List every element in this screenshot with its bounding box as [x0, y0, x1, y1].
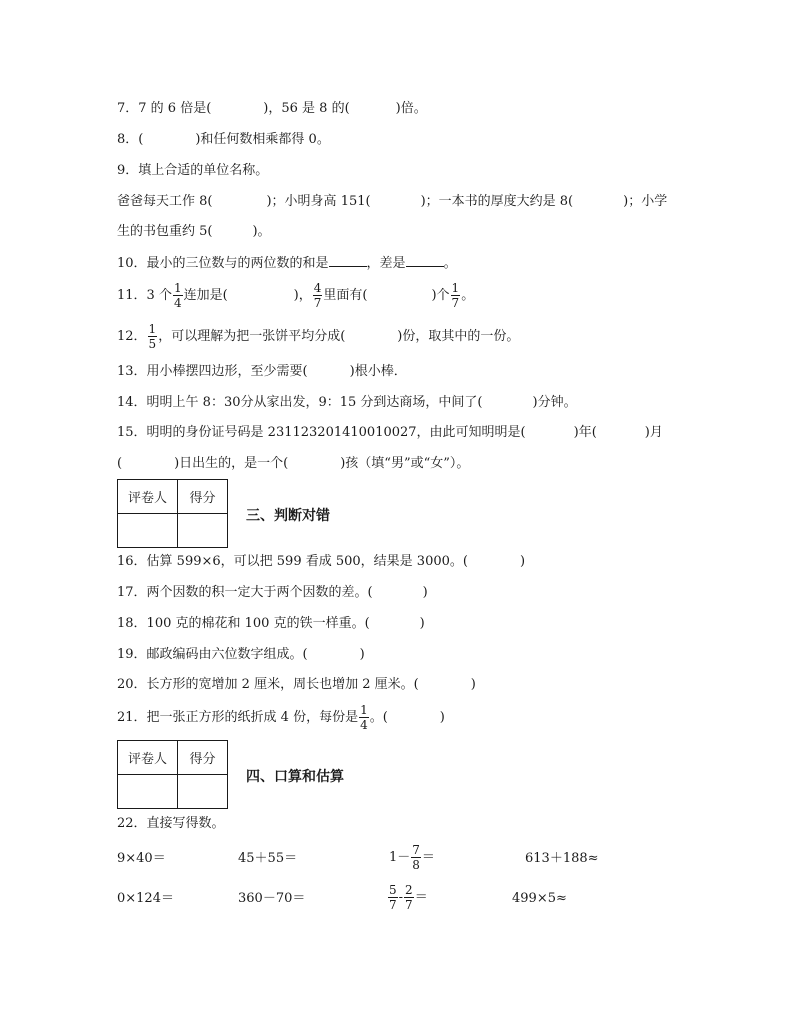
question-14: 14．明明上午 8：30分从家出发，9：15 分到达商场，中间了( )分钟。: [117, 395, 577, 410]
score-label: 得分: [178, 741, 228, 775]
question-16: 16．估算 599×6，可以把 599 看成 500，结果是 3000。( ): [117, 554, 526, 569]
fraction-two-sevenths: $\frac{2}{7}$: [405, 883, 413, 912]
score-cell: [178, 514, 228, 548]
question-13: 13．用小棒摆四边形，至少需要( )根小棒．: [117, 364, 407, 379]
question-21: 21．把一张正方形的纸折成 4 份，每份是 $\frac{1}{4}$ 。( ): [117, 703, 445, 732]
calc-item: 613＋188≈: [525, 851, 599, 866]
question-15-line-1: 15．明明的身份证号码是 231123201410010027，由此可知明明是( )年( )月: [117, 425, 663, 440]
score-box-section-4: [117, 740, 228, 809]
question-12: 12． $\frac{1}{5}$ ，可以理解为把一张饼平均分成( )份，取其中的一份。: [117, 322, 520, 351]
question-22-title: 22．直接写得数。: [117, 816, 225, 831]
calc-item: 0×124＝: [117, 891, 174, 906]
fraction-one-quarter: $\frac{1}{4}$: [360, 703, 368, 732]
calc-item: 45＋55＝: [238, 851, 298, 866]
section-4-title: 四、口算和估算: [246, 769, 344, 785]
question-9-line-2: 生的书包重约 5( )。: [117, 224, 271, 239]
grader-cell: [118, 775, 178, 809]
question-19: 19．邮政编码由六位数字组成。( ): [117, 647, 365, 662]
calc-item: $\frac{5}{7}$ - $\frac{2}{7}$ ＝: [389, 883, 428, 912]
question-20: 20．长方形的宽增加 2 厘米，周长也增加 2 厘米。( ): [117, 677, 476, 692]
question-8: 8．( )和任何数相乘都得 0。: [117, 132, 330, 147]
calc-item: 499×5≈: [512, 891, 567, 906]
question-17: 17．两个因数的积一定大于两个因数的差。( ): [117, 585, 428, 600]
calc-item: 1－ $\frac{7}{8}$ ＝: [389, 843, 435, 872]
question-9-line-1: 爸爸每天工作 8( )；小明身高 151( )；一本书的厚度大约是 8( )；小学: [117, 194, 668, 209]
fraction-five-sevenths: $\frac{5}{7}$: [389, 883, 397, 912]
fraction-one-quarter: $\frac{1}{4}$: [173, 281, 182, 310]
answer-blank: [406, 254, 444, 267]
fraction-seven-eighths: $\frac{7}{8}$: [412, 843, 420, 872]
question-10: 10．最小的三位数与的两位数的和是 ，差是 。: [117, 256, 457, 271]
question-9-title: 9．填上合适的单位名称。: [117, 163, 269, 178]
fraction-four-sevenths: $\frac{4}{7}$: [313, 281, 322, 310]
question-15-line-2: ( )日出生的，是一个( )孩（填“男”或“女”）。: [117, 456, 470, 471]
score-box-section-3: [117, 479, 228, 548]
question-11: 11．3 个 $\frac{1}{4}$ 连加是( )， $\frac{4}{7}$ 里面有( )个 $\frac{1}{7}$ 。: [117, 281, 475, 310]
fraction-one-fifth: $\frac{1}{5}$: [148, 322, 157, 351]
question-18: 18．100 克的棉花和 100 克的铁一样重。( ): [117, 616, 425, 631]
score-label: 得分: [178, 480, 228, 514]
section-3-title: 三、判断对错: [246, 508, 330, 524]
calc-item: 9×40＝: [117, 851, 166, 866]
answer-blank: [329, 254, 367, 267]
calc-item: 360－70＝: [238, 891, 306, 906]
grader-cell: [118, 514, 178, 548]
grader-label: 评卷人: [118, 741, 178, 775]
fraction-one-seventh: $\frac{1}{7}$: [451, 281, 460, 310]
question-7: 7．7 的 6 倍是( )，56 是 8 的( )倍。: [117, 101, 427, 116]
grader-label: 评卷人: [118, 480, 178, 514]
score-cell: [178, 775, 228, 809]
